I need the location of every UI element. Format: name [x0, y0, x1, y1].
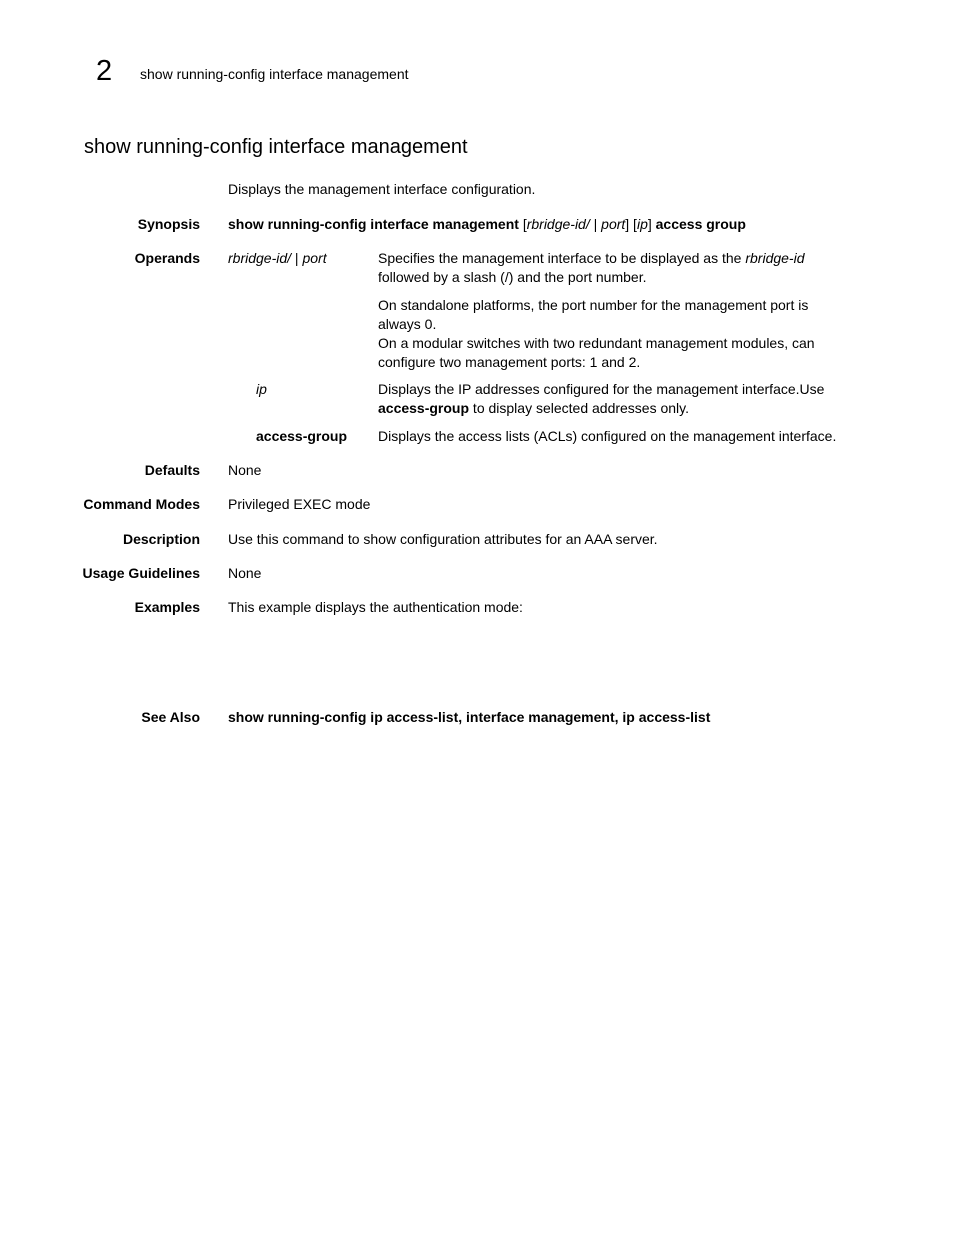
synopsis-bracket-open: [ — [522, 216, 527, 232]
defaults-label: Defaults — [144, 462, 200, 478]
synopsis-command-name: show running-config interface management — [228, 216, 519, 232]
description-label: Description — [122, 531, 200, 547]
synopsis-bracket2-close: ] — [647, 216, 656, 232]
operand-port-name: port — [302, 250, 327, 266]
operand-rbridge-name: rbridge-id/ — [228, 250, 292, 266]
command-modes-label: Command Modes — [83, 496, 200, 512]
operand-rbridge-desc1 — [378, 249, 868, 287]
command-modes-value: Privileged EXEC mode — [228, 496, 371, 512]
usage-guidelines-value: None — [228, 565, 262, 581]
intro-text: Displays the management interface configuration. — [228, 181, 536, 197]
operand-pipe: | — [291, 250, 303, 266]
operand-ip-desc — [378, 380, 868, 418]
operand-rbridge-port — [228, 249, 327, 268]
operand-ip: ip — [256, 381, 267, 397]
operand-rbridge-desc2-line2: always 0. — [378, 316, 437, 332]
description-value: Use this command to show configuration attributes for an AAA server. — [228, 531, 658, 547]
operand-rbridge-desc2-line1: On standalone platforms, the port number for the management port is — [378, 297, 809, 313]
synopsis-port: port — [601, 216, 626, 232]
operands-label: Operands — [134, 250, 200, 266]
page-title: show running-config interface management — [84, 136, 468, 158]
operand-rbridge-desc2-line3: On a modular switches with two redundant management modules, can — [378, 335, 815, 351]
operand-ip-desc-bold: access-group — [378, 400, 470, 416]
defaults-value: None — [228, 462, 262, 478]
operand-rbridge-desc2-line4: configure two management ports: 1 and 2. — [378, 354, 641, 370]
operand-rbridge-desc2 — [378, 296, 868, 372]
operand-rbridge-desc1-pre: Specifies the management interface to be displayed as the — [378, 250, 746, 266]
synopsis-rbridge: rbridge-id/ — [526, 216, 590, 232]
synopsis-command — [228, 215, 746, 234]
see-also-label: See Also — [141, 709, 200, 725]
examples-label: Examples — [134, 599, 200, 615]
running-header: show running-config interface management — [140, 66, 409, 82]
operand-access-group: access-group — [256, 428, 348, 444]
operand-rbridge-desc1-ital: rbridge-id — [745, 250, 805, 266]
operand-ip-desc-line1: Displays the IP addresses configured for the management interface.Use — [378, 381, 825, 397]
operand-ip-desc-rest: to display selected addresses only. — [469, 400, 690, 416]
synopsis-pipe: | — [589, 216, 602, 232]
examples-value: This example displays the authentication mode: — [228, 599, 523, 615]
synopsis-access-group: access group — [655, 216, 746, 232]
usage-guidelines-label: Usage Guidelines — [82, 565, 200, 581]
synopsis-bracket-close: ] — [625, 216, 630, 232]
synopsis-label: Synopsis — [137, 216, 200, 232]
see-also-value: show running-config ip access-list, interface management, ip access-list — [228, 709, 711, 725]
operand-access-group-desc: Displays the access lists (ACLs) configured on the management interface. — [378, 428, 837, 444]
synopsis-ip: ip — [636, 216, 648, 232]
synopsis-bracket2-open: [ — [629, 216, 637, 232]
chapter-number: 2 — [96, 55, 113, 87]
operand-rbridge-desc1-line2: followed by a slash (/) and the port number. — [378, 269, 647, 285]
